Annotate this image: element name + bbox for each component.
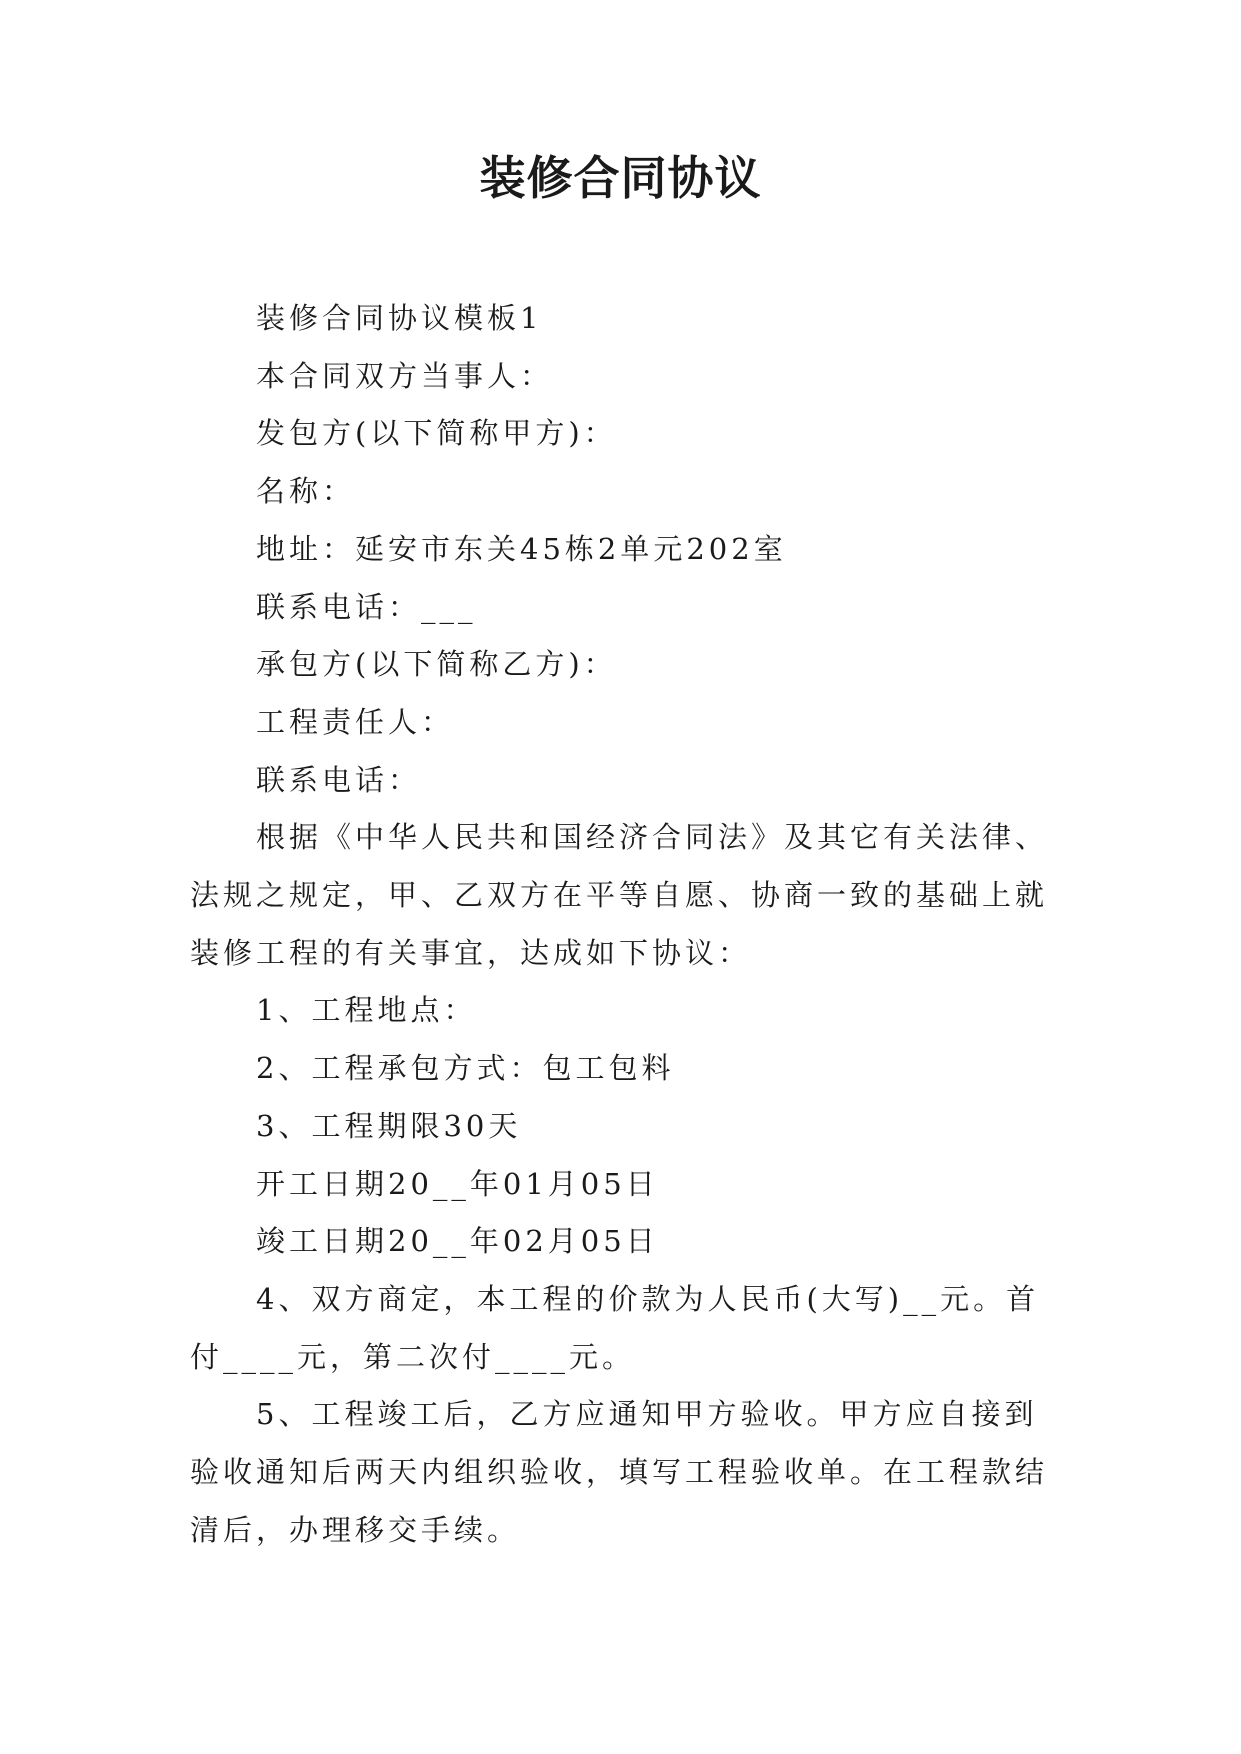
completion-date: 竣工日期20__年02月05日 [256,1224,659,1259]
template-heading: 装修合同协议模板1 [256,301,543,335]
clause-location: 1、工程地点： [256,993,477,1028]
clause-acceptance: 5、工程竣工后，乙方应通知甲方验收。甲方应自接到验收通知后两天内组织验收，填写工程验收单。在工程款结清后，办理移交手续。 [190,1397,1049,1547]
party-b-manager: 工程责任人： [256,704,455,739]
party-b-heading: 承包方(以下简称乙方)： [256,647,617,682]
clause-duration: 3、工程期限30天 [256,1108,522,1143]
document-body [190,290,1070,1559]
clause-price: 4、双方商定，本工程的价款为人民币(大写)__元。首付____元，第二次付____元。 [190,1281,1040,1374]
clause-contract-mode: 2、工程承包方式：包工包料 [256,1051,675,1086]
document-title: 装修合同协议 [479,151,762,205]
party-b-phone: 联系电话： [256,762,422,797]
party-a-heading: 发包方(以下简称甲方)： [256,416,617,451]
party-a-address: 地址：延安市东关45栋2单元202室 [256,531,787,566]
basis-paragraph: 根据《中华人民共和国经济合同法》及其它有关法律、法规之规定，甲、乙双方在平等自愿、协商一致的基础上就装修工程的有关事宜，达成如下协议： [190,820,1049,970]
start-date: 开工日期20__年01月05日 [256,1166,659,1201]
party-a-name: 名称： [256,474,356,509]
parties-intro: 本合同双方当事人： [256,358,554,393]
party-a-phone: 联系电话：___ [256,589,477,624]
